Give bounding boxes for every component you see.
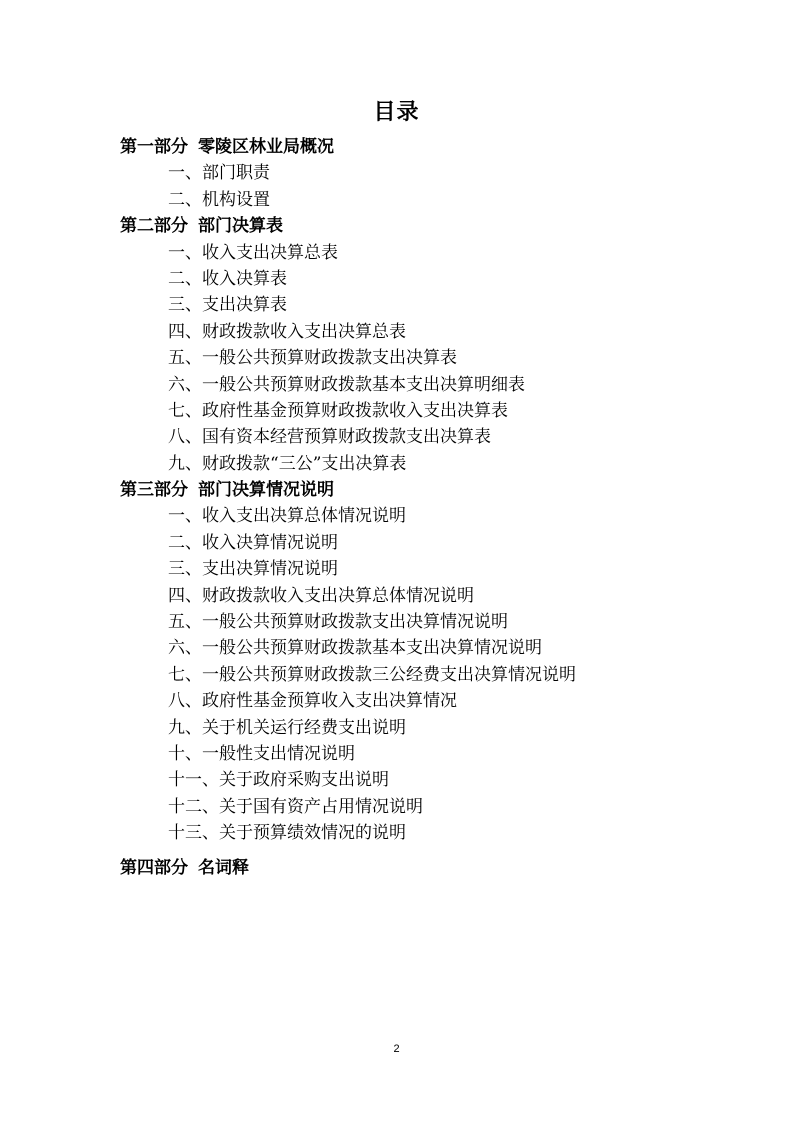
toc-item[interactable]: 七、一般公共预算财政拨款三公经费支出决算情况说明 xyxy=(168,664,576,685)
page-number: 2 xyxy=(393,1043,400,1055)
toc-item[interactable]: 七、政府性基金预算财政拨款收入支出决算表 xyxy=(168,400,508,421)
toc-item[interactable]: 十、一般性支出情况说明 xyxy=(168,743,355,764)
toc-item[interactable]: 三、支出决算表 xyxy=(168,295,287,316)
toc-part-name: 部门决算情况说明 xyxy=(198,480,334,501)
toc-part-2[interactable] xyxy=(0,213,793,239)
toc-part-3[interactable] xyxy=(0,477,793,503)
toc-item[interactable]: 二、收入决算情况说明 xyxy=(168,532,338,553)
toc-part-label: 第一部分 xyxy=(120,137,188,157)
toc-item[interactable]: 九、关于机关运行经费支出说明 xyxy=(168,717,406,738)
toc-item[interactable]: 九、财政拨款“三公”支出决算表 xyxy=(168,453,407,474)
toc-item[interactable]: 四、财政拨款收入支出决算总体情况说明 xyxy=(168,585,474,606)
page-title: 目录 xyxy=(373,100,420,125)
toc-item[interactable]: 五、一般公共预算财政拨款支出决算表 xyxy=(168,348,457,369)
toc-item[interactable]: 十二、关于国有资产占用情况说明 xyxy=(168,796,423,817)
toc-part-label: 第三部分 xyxy=(120,480,188,501)
toc-item[interactable]: 八、政府性基金预算收入支出决算情况 xyxy=(168,691,457,712)
toc-item[interactable]: 一、收入支出决算总表 xyxy=(168,242,338,263)
toc-part-1[interactable] xyxy=(0,134,793,160)
toc-item[interactable]: 十一、关于政府采购支出说明 xyxy=(168,770,389,791)
toc-part-name: 零陵区林业局概况 xyxy=(198,137,334,157)
toc-part-label: 第四部分 xyxy=(120,857,188,878)
toc-item[interactable]: 一、部门职责 xyxy=(168,163,270,184)
toc-part-label: 第二部分 xyxy=(120,216,188,237)
toc-item[interactable]: 三、支出决算情况说明 xyxy=(168,559,338,580)
toc-item[interactable]: 一、收入支出决算总体情况说明 xyxy=(168,506,406,527)
toc-part-name: 名词释 xyxy=(198,857,249,878)
toc-part-name: 部门决算表 xyxy=(198,216,283,237)
toc-item[interactable]: 八、国有资本经营预算财政拨款支出决算表 xyxy=(168,427,491,448)
toc-part-4[interactable] xyxy=(0,855,793,881)
toc-item[interactable]: 五、一般公共预算财政拨款支出决算情况说明 xyxy=(168,612,508,633)
toc-item[interactable]: 十三、关于预算绩效情况的说明 xyxy=(168,823,406,844)
toc-item[interactable]: 二、收入决算表 xyxy=(168,268,287,289)
toc-item[interactable]: 二、机构设置 xyxy=(168,189,270,210)
toc-item[interactable]: 六、一般公共预算财政拨款基本支出决算明细表 xyxy=(168,374,525,395)
toc-item[interactable]: 六、一般公共预算财政拨款基本支出决算情况说明 xyxy=(168,638,542,659)
table-of-contents xyxy=(0,134,793,881)
toc-item[interactable]: 四、财政拨款收入支出决算总表 xyxy=(168,321,406,342)
